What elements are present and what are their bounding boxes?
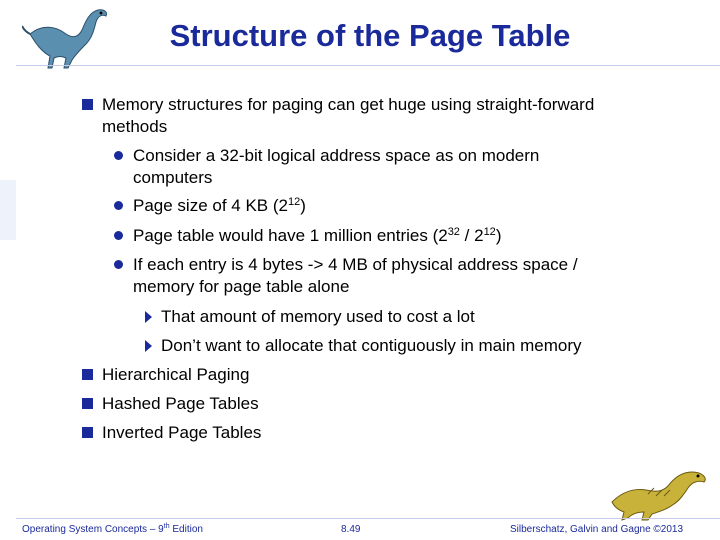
- bullet-text: Consider a 32-bit logical address space as on modern: [133, 146, 540, 165]
- bullet-square-icon: [82, 369, 93, 380]
- bullet-text: Hierarchical Paging: [102, 365, 250, 384]
- footer-book-title: Operating System Concepts – 9th Edition: [22, 523, 203, 535]
- bullet-dot-icon: [114, 151, 123, 160]
- bullet-text: That amount of memory used to cost a lot: [161, 307, 475, 326]
- slide-title: Structure of the Page Table: [169, 18, 571, 53]
- bullet-text: Page table would have 1 million entries $(2^{32} / 2^{12})$: [133, 226, 502, 245]
- footer-divider: [16, 518, 720, 519]
- bullet-text: Page size of 4 KB $(2^{12})$: [133, 196, 306, 215]
- bullet-text: If each entry is 4 bytes -> 4 MB of physical address space /: [133, 255, 578, 274]
- bullet-text: Inverted Page Tables: [102, 423, 262, 442]
- footer-copyright: Silberschatz, Galvin and Gagne ©2013: [510, 524, 684, 535]
- bullet-text: computers: [133, 168, 213, 187]
- bullet-text: Memory structures for paging can get huge using straight-forward: [102, 95, 595, 114]
- bullet-dot-icon: [114, 201, 123, 210]
- title-divider: [16, 65, 720, 66]
- bullet-dot-icon: [114, 231, 123, 240]
- bullet-text: methods: [102, 117, 168, 136]
- footer-page-number: 8.49: [341, 524, 361, 535]
- left-decor-bar: [0, 0, 16, 540]
- bullet-triangle-icon: [145, 340, 152, 352]
- bullet-square-icon: [82, 427, 93, 438]
- bullet-dot-icon: [114, 260, 123, 269]
- bullet-text: Don’t want to allocate that contiguously in main memory: [161, 336, 582, 355]
- bullet-text: memory for page table alone: [133, 277, 350, 296]
- bullet-text: Hashed Page Tables: [102, 394, 259, 413]
- dinosaur-logo-icon-bottom: [608, 462, 712, 522]
- bullet-square-icon: [82, 99, 93, 110]
- bullet-triangle-icon: [145, 311, 152, 323]
- bullet-square-icon: [82, 398, 93, 409]
